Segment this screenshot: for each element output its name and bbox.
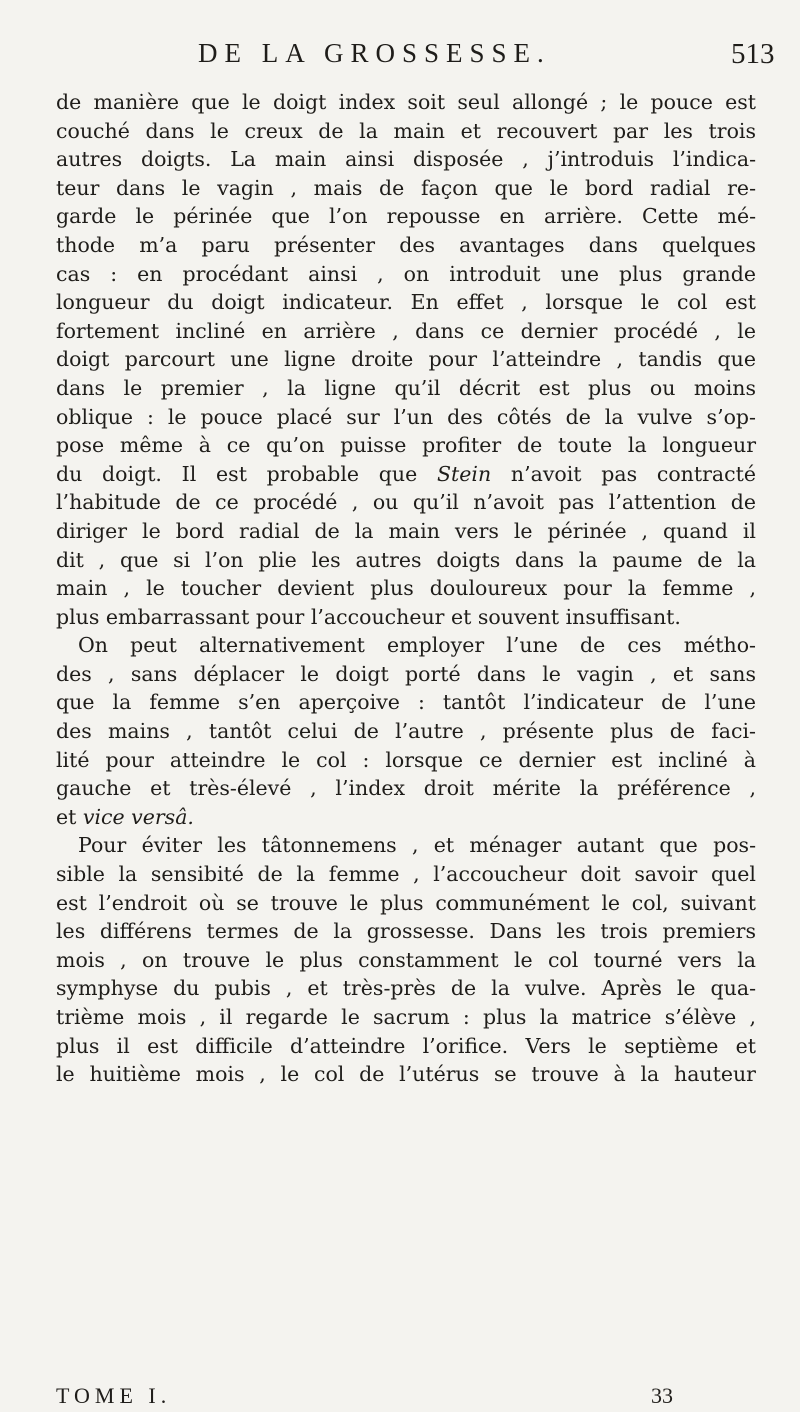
text-line: que la femme s’en aperçoive : tantôt l’indicateur de l’une <box>56 690 756 715</box>
text-line: l’habitude de ce procédé , ou qu’il n’avoit pas l’attention de <box>56 490 756 515</box>
text-line: dit , que si l’on plie les autres doigts dans la paume de la <box>56 547 756 572</box>
text-line: mois , on trouve le plus constamment le col tourné vers la <box>56 947 756 972</box>
text-line: des , sans déplacer le doigt porté dans le vagin , et sans <box>56 661 756 686</box>
text-line: le huitième mois , le col de l’utérus se trouve à la hauteur <box>56 1062 756 1087</box>
text-line: couché dans le creux de la main et recouvert par les trois <box>56 118 756 143</box>
text-line: diriger le bord radial de la main vers le périnée , quand il <box>56 518 756 543</box>
running-head <box>0 38 800 78</box>
text-line: plus il est difficile d’atteindre l’orifice. Vers le septième et <box>56 1033 756 1058</box>
text-line: cas : en procédant ainsi , on introduit une plus grande <box>56 261 756 286</box>
text-line: pose même à ce qu’on puisse profiter de toute la longueur <box>56 433 756 458</box>
text-line-with-author <box>56 460 756 489</box>
text-line: garde le périnée que l’on repousse en arrière. Cette mé- <box>56 204 756 229</box>
volume-signature: TOME I. <box>56 1383 172 1408</box>
author-name: Stein <box>436 461 492 486</box>
text-line: sible la sensibité de la femme , l’accoucheur doit savoir quel <box>56 862 756 887</box>
running-title: DE LA GROSSESSE. <box>198 38 551 68</box>
text-line-vice-versa <box>56 803 756 832</box>
paragraph-start-line: Pour éviter les tâtonnemens , et ménager autant que pos- <box>78 833 756 858</box>
text-line: lité pour atteindre le col : lorsque ce dernier est incliné à <box>56 747 756 772</box>
sheet-number: 33 <box>651 1383 673 1408</box>
text-line: main , le toucher devient plus douloureux pour la femme , <box>56 576 756 601</box>
text-line-start: du doigt. Il est probable que <box>56 461 418 486</box>
page-footer <box>56 1383 756 1411</box>
text-line: des mains , tantôt celui de l’autre , présente plus de faci- <box>56 719 756 744</box>
text-line: plus embarrassant pour l’accoucheur et souvent insuffisant. <box>56 604 681 629</box>
text-line: autres doigts. La main ainsi disposée , j’introduis l’indica- <box>56 147 756 172</box>
body-text <box>56 88 756 1089</box>
text-line: gauche et très-élevé , l’index droit mérite la préférence , <box>56 776 756 801</box>
paragraph-start-line: On peut alternativement employer l’une de ces métho- <box>78 633 756 658</box>
text-line: doigt parcourt une ligne droite pour l’atteindre , tandis que <box>56 347 756 372</box>
text-line: thode m’a paru présenter des avantages dans quelques <box>56 232 756 257</box>
text-line: les différens termes de la grossesse. Dans les trois premiers <box>56 919 756 944</box>
text-line: de manière que le doigt index soit seul allongé ; le pouce est <box>56 90 756 114</box>
text-line: est l’endroit où se trouve le plus communément le col, suivant <box>56 890 756 915</box>
page-number: 513 <box>731 38 775 70</box>
text-line-end: n’avoit pas contracté <box>491 461 756 486</box>
text-line: trième mois , il regarde le sacrum : plus la matrice s’élève , <box>56 1005 756 1029</box>
text-line: longueur du doigt indicateur. En effet , lorsque le col est <box>56 290 756 315</box>
text-line: fortement incliné en arrière , dans ce dernier procédé , le <box>56 318 756 343</box>
text-line: dans le premier , la ligne qu’il décrit est plus ou moins <box>56 375 756 400</box>
vice-versa: vice versâ. <box>82 804 194 829</box>
text-line: symphyse du pubis , et très-près de la vulve. Après le qua- <box>56 976 756 1001</box>
text-line-start: et <box>56 804 77 829</box>
text-line: teur dans le vagin , mais de façon que le bord radial re- <box>56 175 756 200</box>
text-line: oblique : le pouce placé sur l’un des côtés de la vulve s’op- <box>56 404 756 429</box>
